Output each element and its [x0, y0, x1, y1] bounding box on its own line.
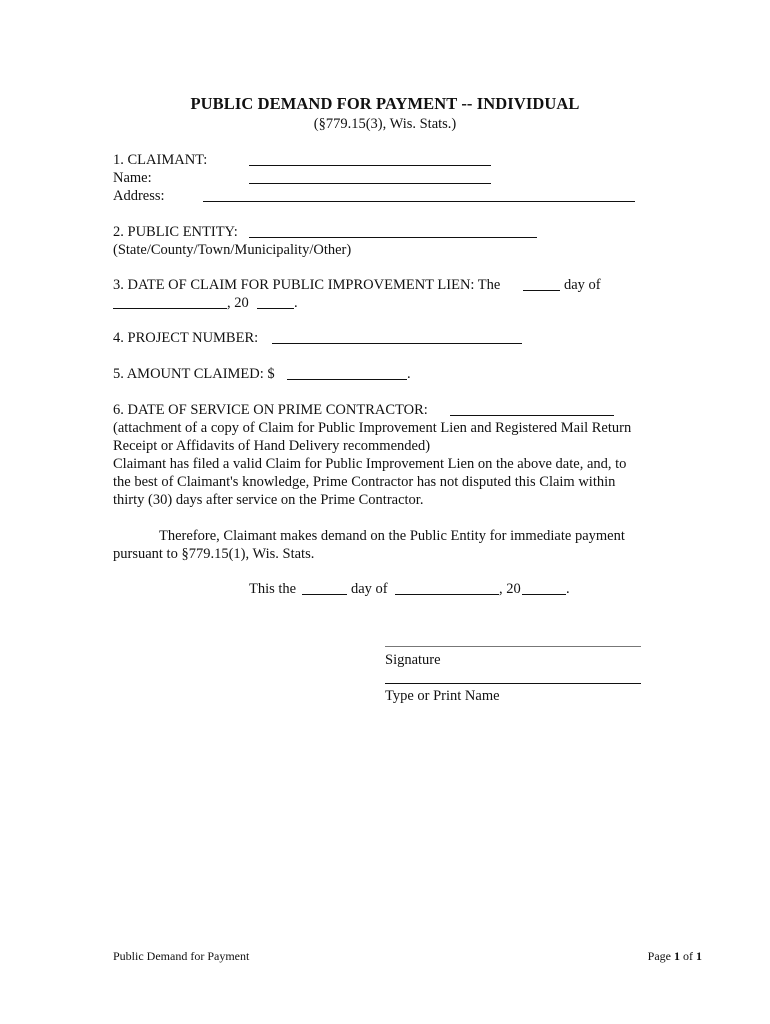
- service-line-5: thirty (30) days after service on the Prime Contractor.: [113, 492, 424, 508]
- therefore-line-2: pursuant to §779.15(1), Wis. Stats.: [113, 546, 315, 562]
- service-line-4: the best of Claimant's knowledge, Prime Contractor has not disputed this Claim within: [113, 474, 616, 490]
- amount-claimed-label: 5. AMOUNT CLAIMED: $: [113, 366, 275, 382]
- claim-date-label: 3. DATE OF CLAIM FOR PUBLIC IMPROVEMENT LIEN: The: [113, 277, 501, 293]
- claim-date-end: .: [294, 295, 298, 311]
- amount-claimed-blank[interactable]: [287, 379, 407, 380]
- claimant-heading: 1. CLAIMANT:: [113, 152, 208, 168]
- claimant-name-label: Name:: [113, 170, 152, 186]
- page-word: Page: [647, 949, 671, 963]
- page-of-word: of: [683, 949, 693, 963]
- service-line-2: Receipt or Affidavits of Hand Delivery recommended): [113, 438, 431, 454]
- dated-year-blank[interactable]: [522, 594, 566, 595]
- claimant-blank[interactable]: [249, 165, 491, 166]
- page-number: [648, 949, 702, 964]
- public-entity-heading: 2. PUBLIC ENTITY:: [113, 224, 238, 240]
- claim-day-blank[interactable]: [523, 290, 560, 291]
- document-title: PUBLIC DEMAND FOR PAYMENT -- INDIVIDUAL: [190, 94, 580, 113]
- claim-year-prefix: , 20: [227, 295, 249, 311]
- page-total: 1: [696, 949, 702, 963]
- dated-end: .: [566, 581, 570, 597]
- project-number-label: 4. PROJECT NUMBER:: [113, 330, 259, 346]
- claim-month-blank[interactable]: [113, 308, 227, 309]
- print-name-label: Type or Print Name: [385, 688, 500, 704]
- service-date-blank[interactable]: [450, 415, 614, 416]
- claimant-address-label: Address:: [113, 188, 165, 204]
- claim-day-of: day of: [564, 277, 601, 293]
- dated-year-prefix: , 20: [499, 581, 521, 597]
- print-name-line[interactable]: [385, 683, 641, 684]
- project-number-blank[interactable]: [272, 343, 522, 344]
- amount-claimed-end: .: [407, 366, 411, 382]
- public-entity-blank[interactable]: [249, 237, 537, 238]
- dated-prefix: This the: [249, 581, 297, 597]
- claim-year-blank[interactable]: [257, 308, 294, 309]
- service-date-label: 6. DATE OF SERVICE ON PRIME CONTRACTOR:: [113, 402, 428, 418]
- dated-day-blank[interactable]: [302, 594, 347, 595]
- dated-month-blank[interactable]: [395, 594, 499, 595]
- service-line-1: (attachment of a copy of Claim for Public Improvement Lien and Registered Mail Return: [113, 420, 632, 436]
- signature-line[interactable]: [385, 646, 641, 647]
- footer-title: Public Demand for Payment: [113, 949, 250, 963]
- document-subtitle: (§779.15(3), Wis. Stats.): [313, 116, 457, 132]
- page-current: 1: [674, 949, 680, 963]
- claimant-name-blank[interactable]: [249, 183, 491, 184]
- therefore-line-1: Therefore, Claimant makes demand on the Public Entity for immediate payment: [159, 528, 625, 544]
- signature-label: Signature: [385, 652, 441, 668]
- claimant-address-blank[interactable]: [203, 201, 635, 202]
- dated-day-of: day of: [351, 581, 388, 597]
- service-line-3: Claimant has filed a valid Claim for Public Improvement Lien on the above date, and, to: [113, 456, 627, 472]
- public-entity-note: (State/County/Town/Municipality/Other): [113, 242, 352, 258]
